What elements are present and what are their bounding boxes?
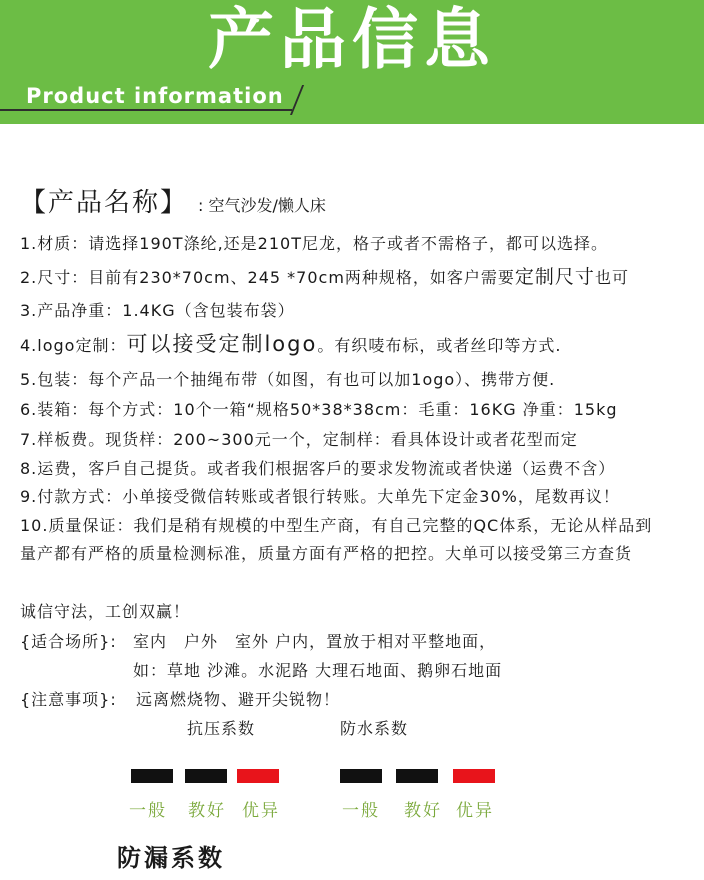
spec-weight: 3.产品净重：1.4KG（含包装布袋）	[20, 301, 295, 320]
page-subtitle: Product information	[26, 84, 284, 108]
product-name-label: 【产品名称】	[20, 188, 189, 218]
spec-material: 1.材质：请选择190T涤纶,还是210T尼龙，格子或者不需格子，都可以选择。	[20, 234, 608, 253]
venue-line-1: 室内 户外 室外 户内，置放于相对平整地面，	[133, 632, 497, 651]
pressure-level-2: 教好	[188, 801, 226, 821]
subtitle-slash	[290, 85, 304, 115]
leak-rating-title: 防漏系数	[117, 844, 225, 872]
waterproof-swatch-3	[453, 769, 495, 783]
notice-value: 远离燃烧物、避开尖锐物！	[136, 690, 341, 709]
spec-size-tail: 也可	[594, 268, 629, 287]
waterproof-level-3: 优异	[456, 801, 494, 821]
spec-quality-cont: 量产都有严格的质量检测标准，质量方面有严格的把控。大单可以接受第三方查货	[20, 544, 633, 563]
pressure-level-3: 优异	[242, 801, 280, 821]
notice-label: {注意事项}:	[20, 690, 117, 709]
spec-sample-fee: 7.样板费。现货样：200~300元一个，定制样：看具体设计或者花型而定	[20, 430, 578, 449]
spec-size-text: 2.尺寸：目前有230*70cm、245 *70cm两种规格，如客户需要	[20, 268, 515, 287]
waterproof-swatch-1	[340, 769, 382, 783]
spec-quality: 10.质量保证：我们是稍有规模的中型生产商，有自己完整的QC体系，无论从样品到	[20, 516, 653, 535]
waterproof-level-1: 一般	[342, 801, 380, 821]
page-title: 产品信息	[208, 1, 496, 78]
spec-logo-text: 4.logo定制：	[20, 336, 127, 355]
spec-payment: 9.付款方式：小单接受微信转账或者银行转账。大单先下定金30%，尾数再议！	[20, 487, 620, 506]
spec-logo	[20, 332, 561, 358]
spec-carton: 6.装箱：每个方式：10个一箱“规格50*38*38cm：毛重：16KG 净重：15kg	[20, 400, 618, 419]
product-name-row	[20, 186, 326, 220]
subtitle-underline	[0, 109, 292, 111]
venue-line-2: 如：草地 沙滩。水泥路 大理石地面、鹅卵石地面	[133, 661, 503, 680]
pressure-rating-title: 抗压系数	[187, 719, 256, 738]
waterproof-swatch-2	[396, 769, 438, 783]
spec-logo-tail: 。有织唛布标，或者丝印等方式.	[317, 336, 562, 355]
pressure-swatch-2	[185, 769, 227, 783]
spec-size	[20, 265, 629, 290]
spec-size-emphasis: 定制尺寸	[514, 266, 595, 288]
pressure-swatch-1	[131, 769, 173, 783]
waterproof-rating-title: 防水系数	[340, 719, 409, 738]
pressure-swatch-3	[237, 769, 279, 783]
venue-label: {适合场所}:	[20, 632, 117, 651]
waterproof-level-2: 教好	[404, 801, 442, 821]
spec-packaging: 5.包装：每个产品一个抽绳布带（如图，有也可以加1ogo）、携带方便.	[20, 370, 556, 389]
product-name-value: : 空气沙发/懒人床	[198, 196, 326, 215]
spec-shipping: 8.运费，客戶自己提货。或者我们根据客戶的要求发物流或者快递（运费不含）	[20, 459, 616, 478]
motto: 诚信守法，工创双赢！	[20, 602, 191, 621]
header-banner	[0, 0, 704, 124]
spec-logo-emphasis: 可以接受定制logo	[126, 332, 318, 356]
pressure-level-1: 一般	[129, 801, 167, 821]
